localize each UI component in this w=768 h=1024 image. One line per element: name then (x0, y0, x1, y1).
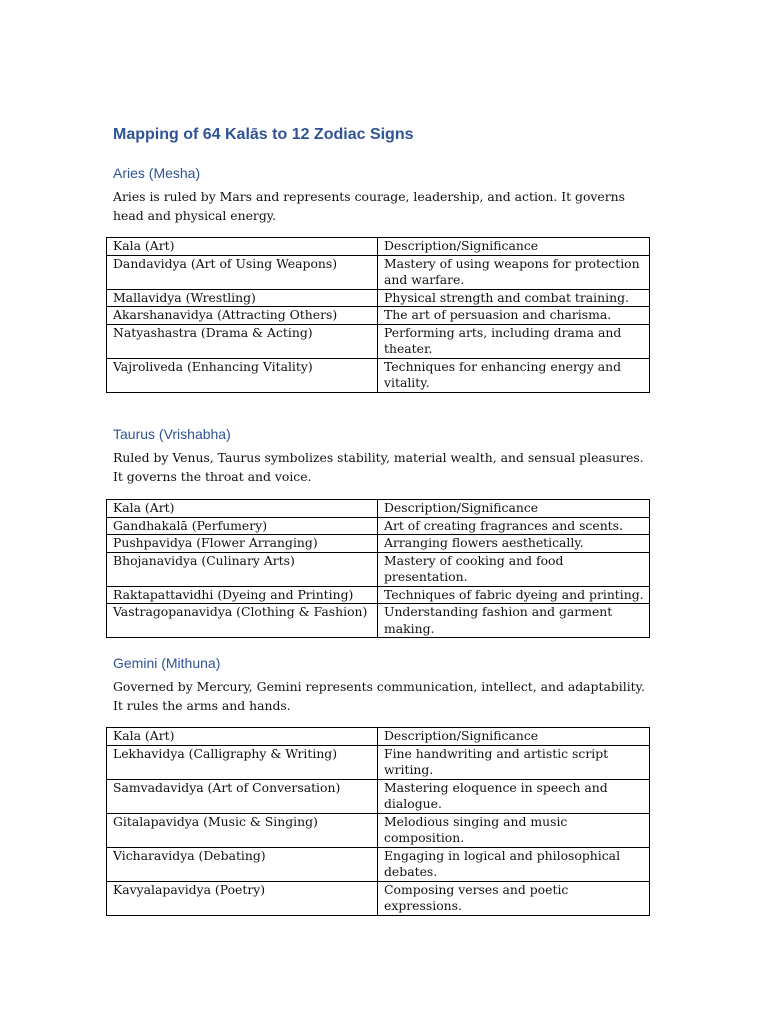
sign-section-gemini (113, 654, 649, 715)
art-cell: Gandhakalā (Perfumery) (107, 517, 378, 535)
art-cell: Natyashastra (Drama & Acting) (107, 324, 378, 358)
table-row (107, 604, 650, 638)
table-row (107, 358, 650, 392)
kala-table-taurus (106, 499, 650, 638)
sign-description: Governed by Mercury, Gemini represents communication, intellect, and adaptability. It rules the arms and hands. (113, 679, 645, 713)
art-cell: Mallavidya (Wrestling) (107, 289, 378, 307)
kala-table-aries (106, 237, 650, 393)
sign-heading: Aries (Mesha) (113, 165, 201, 181)
header-cell-art: Kala (Art) (107, 238, 378, 256)
art-cell: Pushpavidya (Flower Arranging) (107, 535, 378, 553)
description-cell: The art of persuasion and charisma. (378, 307, 650, 325)
description-cell: Mastering eloquence in speech and dialogue. (378, 779, 650, 813)
table-row (107, 517, 650, 535)
header-cell-description: Description/Significance (378, 500, 650, 518)
sign-section-aries (113, 164, 649, 225)
art-cell: Akarshanavidya (Attracting Others) (107, 307, 378, 325)
header-cell-art: Kala (Art) (107, 728, 378, 746)
header-cell-art: Kala (Art) (107, 500, 378, 518)
art-cell: Kavyalapavidya (Poetry) (107, 881, 378, 915)
table-header-row (107, 500, 650, 518)
art-cell: Gitalapavidya (Music & Singing) (107, 813, 378, 847)
table-row (107, 289, 650, 307)
table-row (107, 552, 650, 586)
table-header-row (107, 728, 650, 746)
table-row (107, 535, 650, 553)
description-cell: Engaging in logical and philosophical debates. (378, 847, 650, 881)
table-row (107, 813, 650, 847)
art-cell: Vastragopanavidya (Clothing & Fashion) (107, 604, 378, 638)
sign-description: Ruled by Venus, Taurus symbolizes stability, material wealth, and sensual pleasures. It governs the throat and voice. (113, 450, 644, 484)
description-cell: Composing verses and poetic expressions. (378, 881, 650, 915)
table-header-row (107, 238, 650, 256)
sign-description: Aries is ruled by Mars and represents courage, leadership, and action. It governs head and physical energy. (113, 189, 626, 223)
art-cell: Samvadavidya (Art of Conversation) (107, 779, 378, 813)
art-cell: Dandavidya (Art of Using Weapons) (107, 255, 378, 289)
description-cell: Techniques of fabric dyeing and printing. (378, 586, 650, 604)
description-cell: Melodious singing and music composition. (378, 813, 650, 847)
kala-table-gemini (106, 727, 650, 916)
art-cell: Bhojanavidya (Culinary Arts) (107, 552, 378, 586)
header-cell-description: Description/Significance (378, 728, 650, 746)
table-row (107, 324, 650, 358)
header-cell-description: Description/Significance (378, 238, 650, 256)
description-cell: Understanding fashion and garment making. (378, 604, 650, 638)
description-cell: Arranging flowers aesthetically. (378, 535, 650, 553)
table-row (107, 881, 650, 915)
sign-heading: Gemini (Mithuna) (113, 655, 221, 671)
table-row (107, 779, 650, 813)
description-cell: Fine handwriting and artistic script writing. (378, 745, 650, 779)
description-cell: Mastery of cooking and food presentation. (378, 552, 650, 586)
table-row (107, 586, 650, 604)
description-cell: Physical strength and combat training. (378, 289, 650, 307)
description-cell: Mastery of using weapons for protection and warfare. (378, 255, 650, 289)
document-title: Mapping of 64 Kalās to 12 Zodiac Signs (113, 126, 414, 143)
art-cell: Vicharavidya (Debating) (107, 847, 378, 881)
description-cell: Performing arts, including drama and theater. (378, 324, 650, 358)
table-row (107, 847, 650, 881)
art-cell: Lekhavidya (Calligraphy & Writing) (107, 745, 378, 779)
description-cell: Techniques for enhancing energy and vitality. (378, 358, 650, 392)
sign-section-taurus (113, 425, 649, 486)
table-row (107, 255, 650, 289)
table-row (107, 307, 650, 325)
art-cell: Vajroliveda (Enhancing Vitality) (107, 358, 378, 392)
sign-heading: Taurus (Vrishabha) (113, 426, 231, 442)
table-row (107, 745, 650, 779)
description-cell: Art of creating fragrances and scents. (378, 517, 650, 535)
art-cell: Raktapattavidhi (Dyeing and Printing) (107, 586, 378, 604)
